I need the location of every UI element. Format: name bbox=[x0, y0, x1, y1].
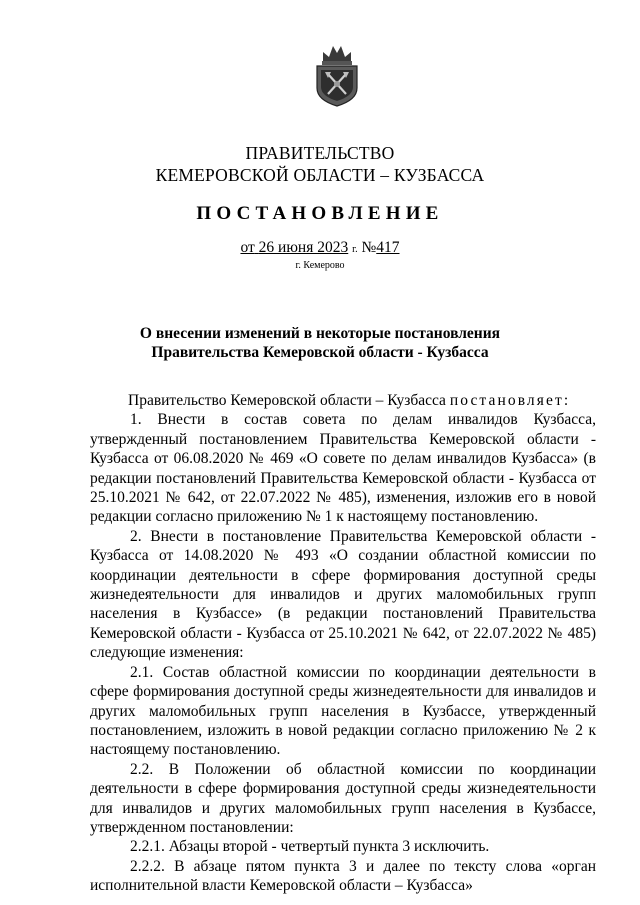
paragraph-2-2-2: 2.2.2. В абзаце пятом пункта 3 и далее по тексту слова «орган исполнительной власти Кемеровской области – Кузбасса» bbox=[90, 857, 596, 895]
coat-of-arms-icon bbox=[314, 42, 360, 108]
document-body bbox=[90, 391, 596, 896]
paragraph-1: 1. Внести в состав совета по делам инвалидов Кузбасса, утвержденный постановлением Правительства Кемеровской области - Кузбасса от 06.08.2020 № 469 «О совете по делам инвалидов Кузбасса» (в редакции постановлений Правительства Кемеровской области - Кузбасса от 25.10.2021 № 642, от 22.07.2022 № 485), изменения, изложив его в новой редакции согласно приложению № 1 к настоящему постановлению. bbox=[90, 411, 596, 526]
government-name-line2: КЕМЕРОВСКОЙ ОБЛАСТИ – КУЗБАССА bbox=[155, 165, 485, 185]
paragraph-2-1: 2.1. Состав областной комиссии по координации деятельности в сфере формирования доступной среды жизнедеятельности для инвалидов и других маломобильных групп населения в Кузбассе, утвержденный постановлением, изложить в новой редакции согласно приложению № 2 к настоящему постановлению. bbox=[90, 663, 596, 759]
intro-paragraph bbox=[90, 391, 596, 410]
document-title-line2: Правительства Кемеровской области - Кузбасса bbox=[151, 344, 489, 361]
document-type-heading: ПОСТАНОВЛЕНИЕ bbox=[196, 203, 444, 224]
city-name: г. Кемерово bbox=[295, 260, 345, 271]
date-prefix: от bbox=[240, 239, 255, 256]
intro-text: Правительство Кемеровской области – Кузбасса bbox=[128, 392, 446, 409]
document-number: 417 bbox=[376, 239, 400, 256]
document-date: 26 июня 2023 bbox=[258, 239, 349, 256]
paragraph-2-2-1: 2.2.1. Абзацы второй - четвертый пункта 3 исключить. bbox=[130, 838, 490, 856]
year-suffix: г. bbox=[352, 244, 358, 255]
paragraph-2-2: 2.2. В Положении об областной комиссии по координации деятельности в сфере формирования доступной среды жизнедеятельности для инвалидов и других маломобильных групп населения в Кузбассе, утвержденном постановлении: bbox=[90, 760, 596, 836]
paragraph-2: 2. Внести в постановление Правительства Кемеровской области - Кузбасса от 14.08.2020 № 493 «О создании областной комиссии по координации деятельности в сфере формирования доступной среды жизнедеятельности для инвалидов и других маломобильных групп населения в Кузбассе» (в редакции постановлений Правительства Кемеровской области - Кузбасса от 25.10.2021 № 642, от 22.07.2022 № 485) следующие изменения: bbox=[90, 527, 596, 662]
government-name-line1: ПРАВИТЕЛЬСТВО bbox=[245, 143, 395, 163]
intro-verb: постановляет: bbox=[449, 392, 571, 409]
date-line bbox=[0, 239, 640, 257]
number-sign: № bbox=[361, 239, 377, 256]
document-title-line1: О внесении изменений в некоторые постановления bbox=[139, 325, 501, 342]
